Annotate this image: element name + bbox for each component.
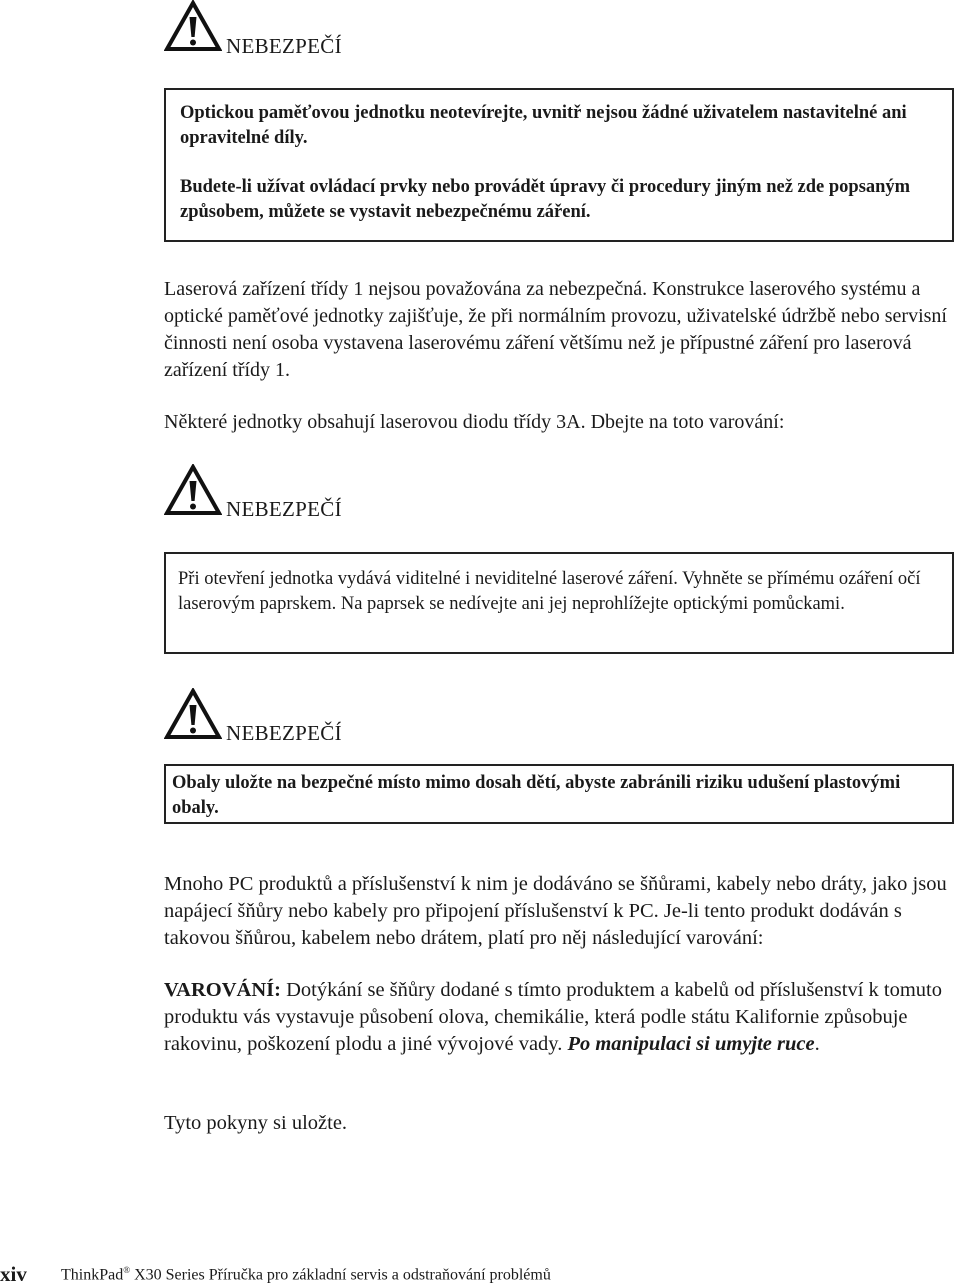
danger-title: NEBEZPEČÍ xyxy=(226,497,342,521)
footer-title xyxy=(61,1265,551,1284)
class3a-paragraph: Některé jednotky obsahují laserovou diodu třídy 3A. Dbejte na toto varování: xyxy=(164,411,785,433)
danger-title: NEBEZPEČÍ xyxy=(226,721,342,745)
danger-text: Optickou paměťovou jednotku neotevírejte, uvnitř nejsou žádné uživatelem nastavitelné ani opravitelné díly. xyxy=(180,103,907,148)
warning-period: . xyxy=(814,1032,820,1055)
warning-triangle-icon xyxy=(164,0,222,52)
danger-text: Budete-li užívat ovládací prvky nebo provádět úpravy či procedury jiným než zde popsaným způsobem, můžete se vystavit nebezpečnému záření. xyxy=(180,177,911,222)
page-number: xiv xyxy=(0,1262,27,1286)
danger-text: Při otevření jednotka vydává viditelné i neviditelné laserové záření. Vyhněte se přímému ozáření očí laserovým paprskem. Na paprsek se nedívejte ani jej neprohlížejte optickými pomůckami. xyxy=(178,569,921,614)
trademark-symbol: ® xyxy=(123,1265,131,1275)
danger-title: NEBEZPEČÍ xyxy=(226,34,342,58)
warning-text: Dotýkání se šňůry dodané s tímto produktem a kabelů od příslušenství k tomuto produktu vás vystavuje působení olova, chemikálie, která podle státu Kalifornie způsobuje rakovinu, poškození plodu a jiné vývojové vady. xyxy=(164,979,942,1055)
warning-emphasis: Po manipulaci si umyjte ruce xyxy=(567,1032,815,1055)
warning-label: VAROVÁNÍ: xyxy=(164,979,281,1001)
danger-box xyxy=(164,552,954,654)
warning-triangle-icon xyxy=(164,688,222,740)
cable-warning xyxy=(164,977,959,1057)
danger-text: Obaly uložte na bezpečné místo mimo dosah dětí, abyste zabránili riziku udušení plastovými obaly. xyxy=(172,773,901,818)
footer-rest: X30 Series Příručka pro základní servis a odstraňování problémů xyxy=(130,1266,551,1284)
page-footer xyxy=(0,1262,960,1286)
closing-line: Tyto pokyny si uložte. xyxy=(164,1112,348,1134)
laser-paragraph: Laserová zařízení třídy 1 nejsou považována za nebezpečná. Konstrukce laserového systému a optické paměťové jednotky zajišťuje, že při normálním provozu, uživatelské údržbě nebo servisní činnosti není osoba vystavena laserovému záření většímu než je přípustné záření pro laserová zařízení třídy 1. xyxy=(164,278,947,381)
footer-product: ThinkPad xyxy=(61,1266,124,1284)
cable-intro: Mnoho PC produktů a příslušenství k nim je dodáváno se šňůrami, kabely nebo dráty, jako jsou napájecí šňůry nebo kabely pro připojení příslušenství k PC. Je-li tento produkt dodáván s takovou šňůrou, kabelem nebo drátem, platí pro něj následující varování: xyxy=(164,873,947,949)
danger-box xyxy=(164,88,954,242)
danger-box xyxy=(164,764,954,824)
warning-triangle-icon xyxy=(164,464,222,516)
